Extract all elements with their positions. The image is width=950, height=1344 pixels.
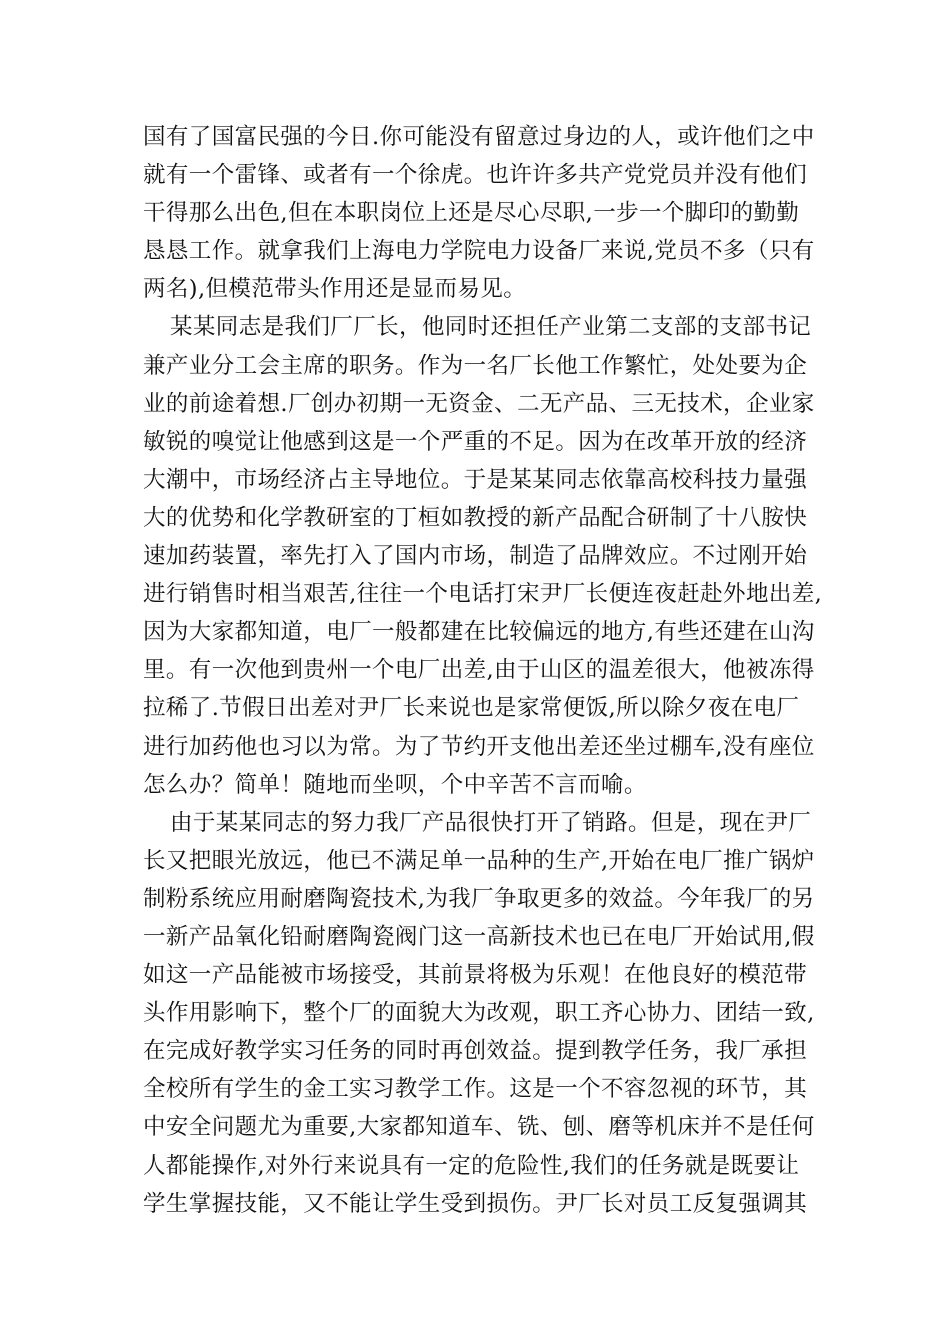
text-line: 速加药装置，率先打入了国内市场，制造了品牌效应。不过刚开始 bbox=[143, 543, 808, 570]
text-line: 里。有一次他到贵州一个电厂出差,由于山区的温差很大，他被冻得 bbox=[143, 657, 815, 684]
text-line: 如这一产品能被市场接受，其前景将极为乐观！在他良好的模范带 bbox=[143, 962, 808, 989]
text-line: 进行销售时相当艰苦,往往一个电话打宋尹厂长便连夜赶赴外地出差, bbox=[143, 581, 823, 608]
body-text bbox=[143, 118, 823, 1223]
text-line: 头作用影响下，整个厂的面貌大为改观，职工齐心协力、团结一致, bbox=[143, 1000, 815, 1027]
text-line: 人都能操作,对外行来说具有一定的危险性,我们的任务就是既要让 bbox=[143, 1152, 800, 1179]
text-line: 就有一个雷锋、或者有一个徐虎。也许许多共产党党员并没有他们 bbox=[143, 162, 808, 189]
text-line: 恳恳工作。就拿我们上海电力学院电力设备厂来说,党员不多（只有 bbox=[143, 238, 815, 265]
text-line: 干得那么出色,但在本职岗位上还是尽心尽职,一步一个脚印的勤勤 bbox=[143, 200, 800, 227]
text-line: 业的前途着想.厂创办初期一无资金、二无产品、三无技术，企业家 bbox=[143, 390, 815, 417]
text-line: 中安全问题尤为重要,大家都知道车、铣、刨、磨等机床并不是任何 bbox=[143, 1114, 815, 1141]
text-line: 一新产品氧化铅耐磨陶瓷阀门这一高新技术也已在电厂开始试用,假 bbox=[143, 923, 815, 950]
text-line: 两名),但模范带头作用还是显而易见。 bbox=[143, 276, 527, 303]
text-line: 大潮中，市场经济占主导地位。于是某某同志依靠高校科技力量强 bbox=[143, 466, 808, 493]
text-line: 进行加药他也习以为常。为了节约开支他出差还坐过棚车,没有座位 bbox=[143, 733, 815, 760]
paragraph-start-line: 由于某某同志的努力我厂产品很快打开了销路。但是，现在尹厂 bbox=[170, 809, 812, 836]
text-line: 兼产业分工会主席的职务。作为一名厂长他工作繁忙，处处要为企 bbox=[143, 352, 808, 379]
text-line: 拉稀了.节假日出差对尹厂长来说也是家常便饭,所以除夕夜在电厂 bbox=[143, 695, 800, 722]
text-line: 怎么办？简单！随地而坐呗，个中辛苦不言而喻。 bbox=[143, 771, 647, 798]
text-line: 国有了国富民强的今日.你可能没有留意过身边的人，或许他们之中 bbox=[143, 124, 815, 150]
text-line: 长又把眼光放远，他已不满足单一品种的生产,开始在电厂推广锅炉 bbox=[143, 847, 815, 874]
text-line: 全校所有学生的金工实习教学工作。这是一个不容忽视的环节，其 bbox=[143, 1076, 808, 1103]
text-line: 敏锐的嗅觉让他感到这是一个严重的不足。因为在改革开放的经济 bbox=[143, 428, 808, 455]
text-line: 制粉系统应用耐磨陶瓷技术,为我厂争取更多的效益。今年我厂的另 bbox=[143, 885, 815, 912]
text-line: 在完成好教学实习任务的同时再创效益。提到教学任务，我厂承担 bbox=[143, 1038, 808, 1065]
text-line: 因为大家都知道，电厂一般都建在比较偏远的地方,有些还建在山沟 bbox=[143, 619, 815, 646]
paragraph-start-line: 某某同志是我们厂厂长，他同时还担任产业第二支部的支部书记 bbox=[170, 314, 812, 341]
text-line: 学生掌握技能，又不能让学生受到损伤。尹厂长对员工反复强调其 bbox=[143, 1190, 808, 1217]
text-line: 大的优势和化学教研室的丁桓如教授的新产品配合研制了十八胺快 bbox=[143, 504, 808, 531]
